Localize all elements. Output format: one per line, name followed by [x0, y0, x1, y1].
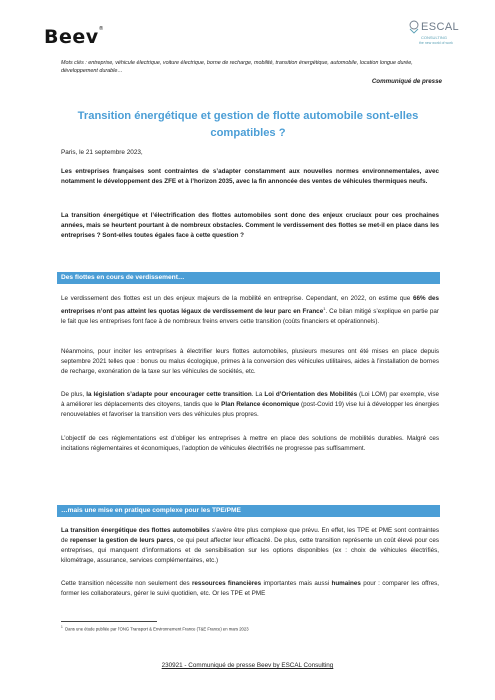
date-line: Paris, le 21 septembre 2023,: [61, 149, 143, 156]
section1-paragraph-1: Le verdissement des flottes est un des enjeux majeurs de la mobilité en entreprise. Cependant, en 2022, on estime que 66% des entreprises n’ont pas atteint les quotas légaux de verdissement de leur parc en France$^1$. Ce bilan mitigé s’explique en partie par le fait que les entreprises font face à de nombreux freins envers cette transition (coûts financiers et opérationnels).: [61, 295, 440, 325]
keywords: Mots clés : entreprise, véhicule électrique, voiture électrique, borne de recharge, mobilité, transition énergétique, automobile, location longue durée, développement durable…: [61, 60, 413, 75]
section1-paragraph-2: Néanmoins, pour inciter les entreprises à électrifier leurs flottes automobiles, plusieurs mesures ont été mises en place depuis septembre 2021 telles que : bonus ou malus écologique, primes à la conversion des véhicules utilitaires, aides à l’installation de bornes de recharge, exonération de la taxe sur les véhicules de sociétés, etc.: [61, 348, 439, 375]
document-type: Communiqué de presse: [371, 78, 442, 85]
section-heading-2: …mais une mise en pratique complexe pour les TPE/PME: [57, 505, 440, 517]
section-heading-1: Des flottes en cours de verdissement…: [57, 272, 440, 284]
escal-logo-tagline: the new world of work: [419, 41, 453, 45]
footnote-divider: [61, 621, 157, 622]
section1-paragraph-3: De plus, la législation s’adapte pour encourager cette transition. La Loi d’Orientation des Mobilités (Loi LOM) par exemple, vise à améliorer les déplacements des citoyens, tandis que le Plan Relance économique (post-Covid 19) vise lui à développer les énergies renouvelables et favoriser la transition vers des véhicules plus propres.: [61, 391, 440, 418]
section1-paragraph-4: L’objectif de ces réglementations est d’obliger les entreprises à mettre en place des solutions de mobilités durables. Malgré ces incitations réglementaires et économiques, l’adoption de véhicules électrifiés ne progresse pas suffisamment.: [61, 435, 439, 452]
page-footer: 230921 - Communiqué de presse Beev by ESCAL Consulting: [161, 662, 334, 669]
intro-paragraph-2: La transition énergétique et l’électrification des flottes automobiles sont donc des enjeux cruciaux pour ces prochaines années, mais se heurtent pourtant à de nombreux obstacles. Comment le verdissement des flottes se met-il en place dans les entreprises ? Sont-elles toutes égales face à cette question ?: [61, 212, 439, 239]
section2-paragraph-2: Cette transition nécessite non seulement des ressources financières importantes mais aussi humaines pour : comparer les offres, former les collaborateurs, gérer le suivi quotidien, etc. Or les TPE et PME: [61, 580, 439, 597]
page-title: Transition énergétique et gestion de flotte automobile sont-elles compatibles ?: [77, 110, 419, 139]
section2-paragraph-1: La transition énergétique des flottes automobiles s’avère être plus complexe que prévu. En effet, les TPE et PME sont contraintes de repenser la gestion de leurs parcs, ce qui peut affecter leur efficacité. De plus, cette transition représente un coût élevé pour ces entreprises, qui manquent d’informations et de sensibilisation sur les options disponibles (ex : choix de véhicules électrifiés, kilométrage, assurance, services complémentaires, etc.): [61, 527, 439, 564]
escal-logo-subtext: CONSULTING: [421, 35, 447, 40]
intro-paragraph-1: Les entreprises françaises sont contraintes de s’adapter constamment aux nouvelles normes environnementales, avec notamment le développement des ZFE et à l’horizon 2035, avec la fin annoncée des ventes de véhicules thermiques neufs.: [61, 168, 439, 185]
escal-logo-text: ESCAL: [421, 21, 460, 33]
escal-consulting-logo: [407, 18, 460, 50]
beev-logo: Beev®: [44, 26, 105, 48]
escal-logo-mark-icon: [407, 20, 421, 34]
footnote: $^1$ Dans une étude publiée par l’ONG Transport & Environnement France (T&E France) en mars 2023: [61, 625, 249, 632]
